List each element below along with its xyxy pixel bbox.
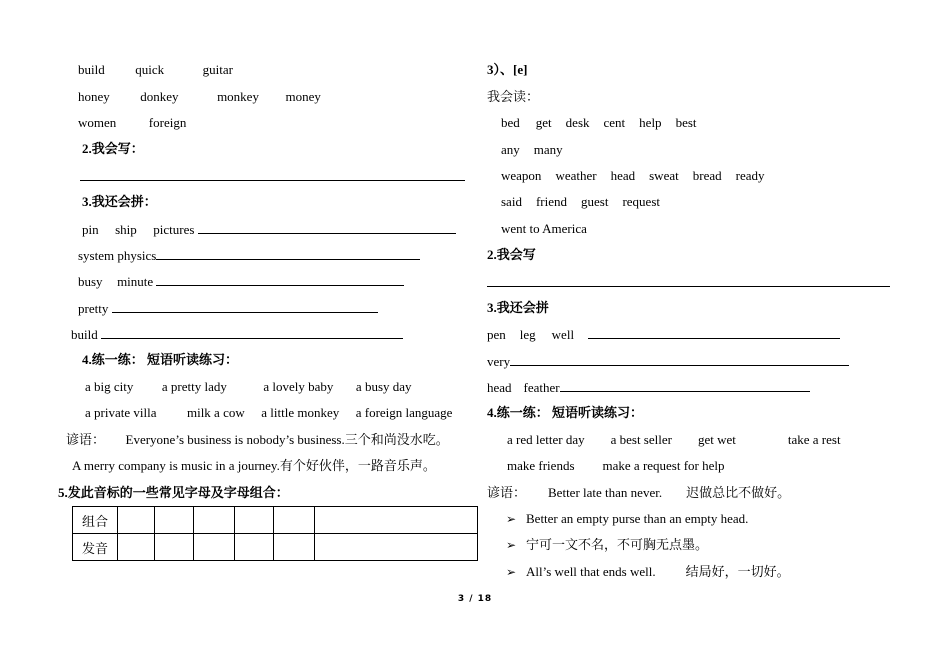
fill-blank[interactable] — [560, 379, 810, 392]
table-cell[interactable] — [235, 507, 274, 534]
word: pen — [487, 327, 506, 342]
fill-blank[interactable] — [510, 353, 849, 366]
spell-row-3 — [487, 379, 810, 396]
arrow-bullet-icon: ➢ — [506, 512, 517, 526]
table-cell[interactable] — [315, 534, 478, 561]
word: pictures — [153, 222, 195, 237]
table-cell[interactable] — [155, 534, 194, 561]
word-row-3 — [78, 115, 186, 131]
word: well — [551, 327, 575, 342]
read-row-2 — [501, 142, 563, 158]
phrase: get wet — [697, 432, 736, 447]
section-spell: 3.我还会拼 — [487, 300, 549, 315]
phrase: take a rest — [787, 432, 841, 447]
phrase-row-1 — [85, 379, 412, 395]
spell-row-1 — [487, 326, 840, 343]
table-cell[interactable] — [194, 534, 235, 561]
word: request — [622, 194, 660, 209]
word: donkey — [140, 89, 179, 104]
write-line — [487, 286, 890, 287]
word-row-1 — [78, 62, 233, 78]
word: feather — [523, 380, 560, 395]
word: honey — [78, 89, 110, 104]
row-header: 组合 — [73, 507, 118, 534]
phrase: a foreign language — [355, 405, 453, 420]
fill-blank[interactable] — [198, 221, 456, 234]
word: cent — [603, 115, 626, 130]
write-line — [80, 180, 465, 181]
table-cell[interactable] — [118, 507, 155, 534]
phrase: make friends — [507, 458, 575, 473]
word: pretty — [78, 301, 109, 316]
phrase: a red letter day — [507, 432, 585, 447]
spell-row-4 — [78, 300, 378, 317]
read-row-5: went to America — [501, 221, 587, 236]
word: many — [533, 142, 563, 157]
phrase: a busy day — [355, 379, 412, 394]
word: foreign — [148, 115, 187, 130]
proverb-text: Everyone’s business is nobody’s business.三个和尚没水吃。 — [125, 432, 449, 447]
section-heading: 3）、[e] — [487, 62, 528, 77]
phrase: a little monkey — [261, 405, 340, 420]
section-practice: 4.练一练： 短语听读练习： — [82, 352, 239, 367]
page-indicator: 3 / 18 — [457, 594, 493, 604]
table-cell[interactable] — [118, 534, 155, 561]
word: minute — [117, 274, 154, 289]
word: any — [501, 142, 520, 157]
word: leg — [519, 327, 536, 342]
word: money — [285, 89, 321, 104]
word: bed — [501, 115, 520, 130]
spell-row-5 — [71, 326, 403, 343]
bullet-text: All’s well that ends well. — [526, 564, 656, 579]
bullet-text: 宁可一文不名，不可胸无点墨。 — [526, 537, 709, 552]
phrase-row-2 — [507, 458, 725, 474]
phrase: a big city — [85, 379, 134, 394]
fill-blank[interactable] — [112, 300, 378, 313]
section-practice: 4.练一练： 短语听读练习： — [487, 405, 644, 420]
word: very — [487, 354, 511, 369]
word: head — [487, 380, 512, 395]
word: pin — [82, 222, 99, 237]
bullet-item — [506, 537, 708, 553]
spell-row-1 — [82, 221, 456, 238]
word: guitar — [202, 62, 233, 77]
read-label: 我会读： — [487, 89, 540, 104]
row-header: 发音 — [73, 534, 118, 561]
word: system physics — [78, 248, 157, 263]
phrase: a pretty lady — [161, 379, 227, 394]
word: weather — [555, 168, 597, 183]
phrase-row-1 — [507, 432, 841, 448]
bullet-item — [506, 564, 790, 580]
word: guest — [581, 194, 609, 209]
phrase: milk a cow — [186, 405, 245, 420]
word: sweat — [649, 168, 679, 183]
word: weapon — [501, 168, 542, 183]
spell-row-2 — [78, 247, 420, 264]
table-cell[interactable] — [274, 534, 315, 561]
read-row-1 — [501, 115, 697, 131]
read-row-4 — [501, 194, 660, 210]
bullet-translation: 结局好，一切好。 — [685, 564, 790, 579]
arrow-bullet-icon: ➢ — [506, 538, 517, 552]
proverb-label: 谚语： — [487, 485, 527, 500]
proverb-1 — [66, 432, 449, 448]
word: women — [78, 115, 117, 130]
fill-blank[interactable] — [101, 326, 403, 339]
word: busy — [78, 274, 103, 289]
section-write: 2.我会写： — [82, 141, 144, 156]
table-cell[interactable] — [235, 534, 274, 561]
word: bread — [692, 168, 722, 183]
word: best — [675, 115, 697, 130]
word: said — [501, 194, 522, 209]
read-row-3 — [501, 168, 764, 184]
section-spell: 3.我还会拼： — [82, 194, 157, 209]
word: build — [71, 327, 98, 342]
arrow-bullet-icon: ➢ — [506, 565, 517, 579]
phrase-row-2 — [85, 405, 452, 421]
proverb-2: A merry company is music in a journey.有个好伙伴，一路音乐声。 — [72, 458, 436, 473]
phrase: a best seller — [610, 432, 672, 447]
bullet-text: Better an empty purse than an empty head. — [526, 511, 749, 526]
word: ship — [115, 222, 137, 237]
fill-blank[interactable] — [156, 247, 420, 260]
table-row — [73, 534, 478, 561]
table-cell[interactable] — [315, 507, 478, 534]
word: ready — [735, 168, 765, 183]
table-cell[interactable] — [274, 507, 315, 534]
proverb-text: Better late than never. — [548, 485, 663, 500]
table-cell[interactable] — [155, 507, 194, 534]
fill-blank[interactable] — [588, 326, 840, 339]
word: build — [78, 62, 105, 77]
spell-row-2 — [487, 353, 849, 370]
word: friend — [535, 194, 567, 209]
fill-blank[interactable] — [156, 273, 404, 286]
phrase: make a request for help — [602, 458, 725, 473]
phrase: a lovely baby — [263, 379, 334, 394]
section-write: 2.我会写 — [487, 247, 536, 262]
word: desk — [565, 115, 590, 130]
table-row — [73, 507, 478, 534]
table-cell[interactable] — [194, 507, 235, 534]
word: head — [610, 168, 636, 183]
proverb-row — [487, 485, 790, 501]
letter-table — [72, 506, 478, 561]
word: get — [535, 115, 552, 130]
phrase: a private villa — [85, 405, 157, 420]
section-letters: 5.发此音标的一些常见字母及字母组合： — [58, 485, 289, 500]
word-row-2 — [78, 89, 321, 105]
word: quick — [135, 62, 165, 77]
proverb-label: 谚语： — [66, 432, 106, 447]
word: help — [639, 115, 662, 130]
spell-row-3 — [78, 273, 404, 290]
word: monkey — [217, 89, 259, 104]
proverb-translation: 迟做总比不做好。 — [686, 485, 791, 500]
bullet-item — [506, 511, 748, 527]
